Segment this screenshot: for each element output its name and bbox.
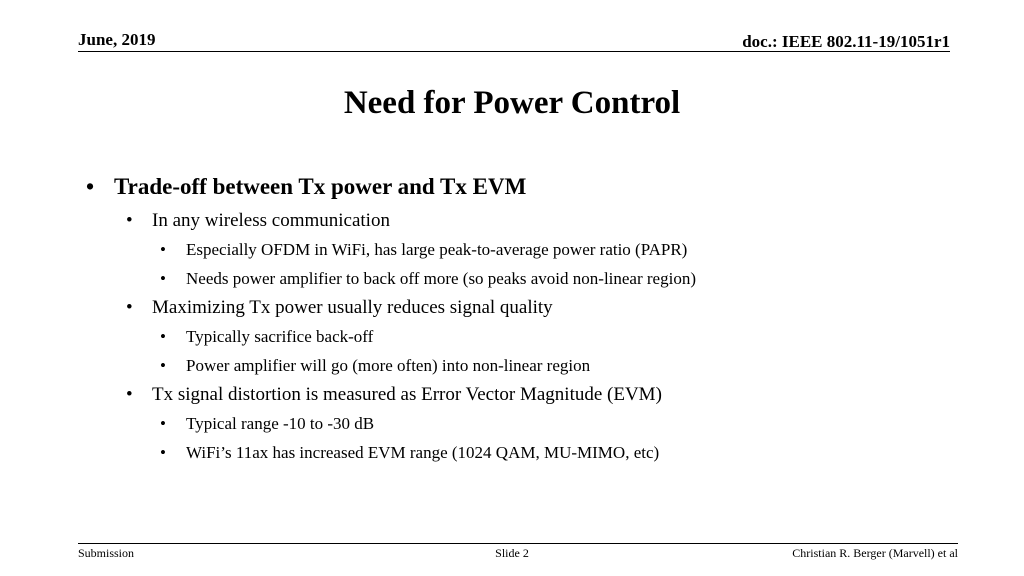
bullet-text: Tx signal distortion is measured as Error Vector Magnitude (EVM) — [152, 384, 662, 405]
bullet-dot-icon: • — [160, 269, 166, 288]
header-doc-id: doc.: IEEE 802.11-19/1051r1 — [742, 32, 950, 51]
bullet-dot-icon: • — [160, 443, 166, 462]
bullet-text: In any wireless communication — [152, 210, 390, 231]
bullet-dot-icon: • — [160, 414, 166, 433]
bullet-dot-icon: • — [160, 240, 166, 259]
footer-submission: Submission — [78, 546, 135, 560]
footer-slide-number: Slide 2 — [495, 546, 529, 560]
bullet-text: Power amplifier will go (more often) into non-linear region — [186, 356, 591, 375]
bullet-text: Typical range -10 to -30 dB — [186, 414, 375, 433]
bullet-dot-icon: • — [160, 356, 166, 375]
bullet-text: Typically sacrifice back-off — [186, 327, 374, 346]
slide-title: Need for Power Control — [343, 85, 681, 121]
bullet-dot-icon: • — [160, 327, 166, 346]
bullet-text: Especially OFDM in WiFi, has large peak-to-average power ratio (PAPR) — [186, 240, 688, 259]
bullet-dot-icon: • — [126, 210, 133, 231]
header-divider — [78, 51, 950, 52]
bullet-text: Trade-off between Tx power and Tx EVM — [114, 174, 527, 199]
bullet-dot-icon: • — [86, 174, 95, 199]
footer-author: Christian R. Berger (Marvell) et al — [792, 546, 958, 560]
bullet-text: WiFi’s 11ax has increased EVM range (1024 QAM, MU-MIMO, etc) — [186, 443, 660, 462]
header-date: June, 2019 — [78, 30, 156, 49]
bullet-text: Needs power amplifier to back off more (so peaks avoid non-linear region) — [186, 269, 696, 288]
footer-divider — [78, 543, 958, 544]
bullet-text: Maximizing Tx power usually reduces signal quality — [152, 297, 553, 318]
bullet-dot-icon: • — [126, 384, 133, 405]
bullet-dot-icon: • — [126, 297, 133, 318]
